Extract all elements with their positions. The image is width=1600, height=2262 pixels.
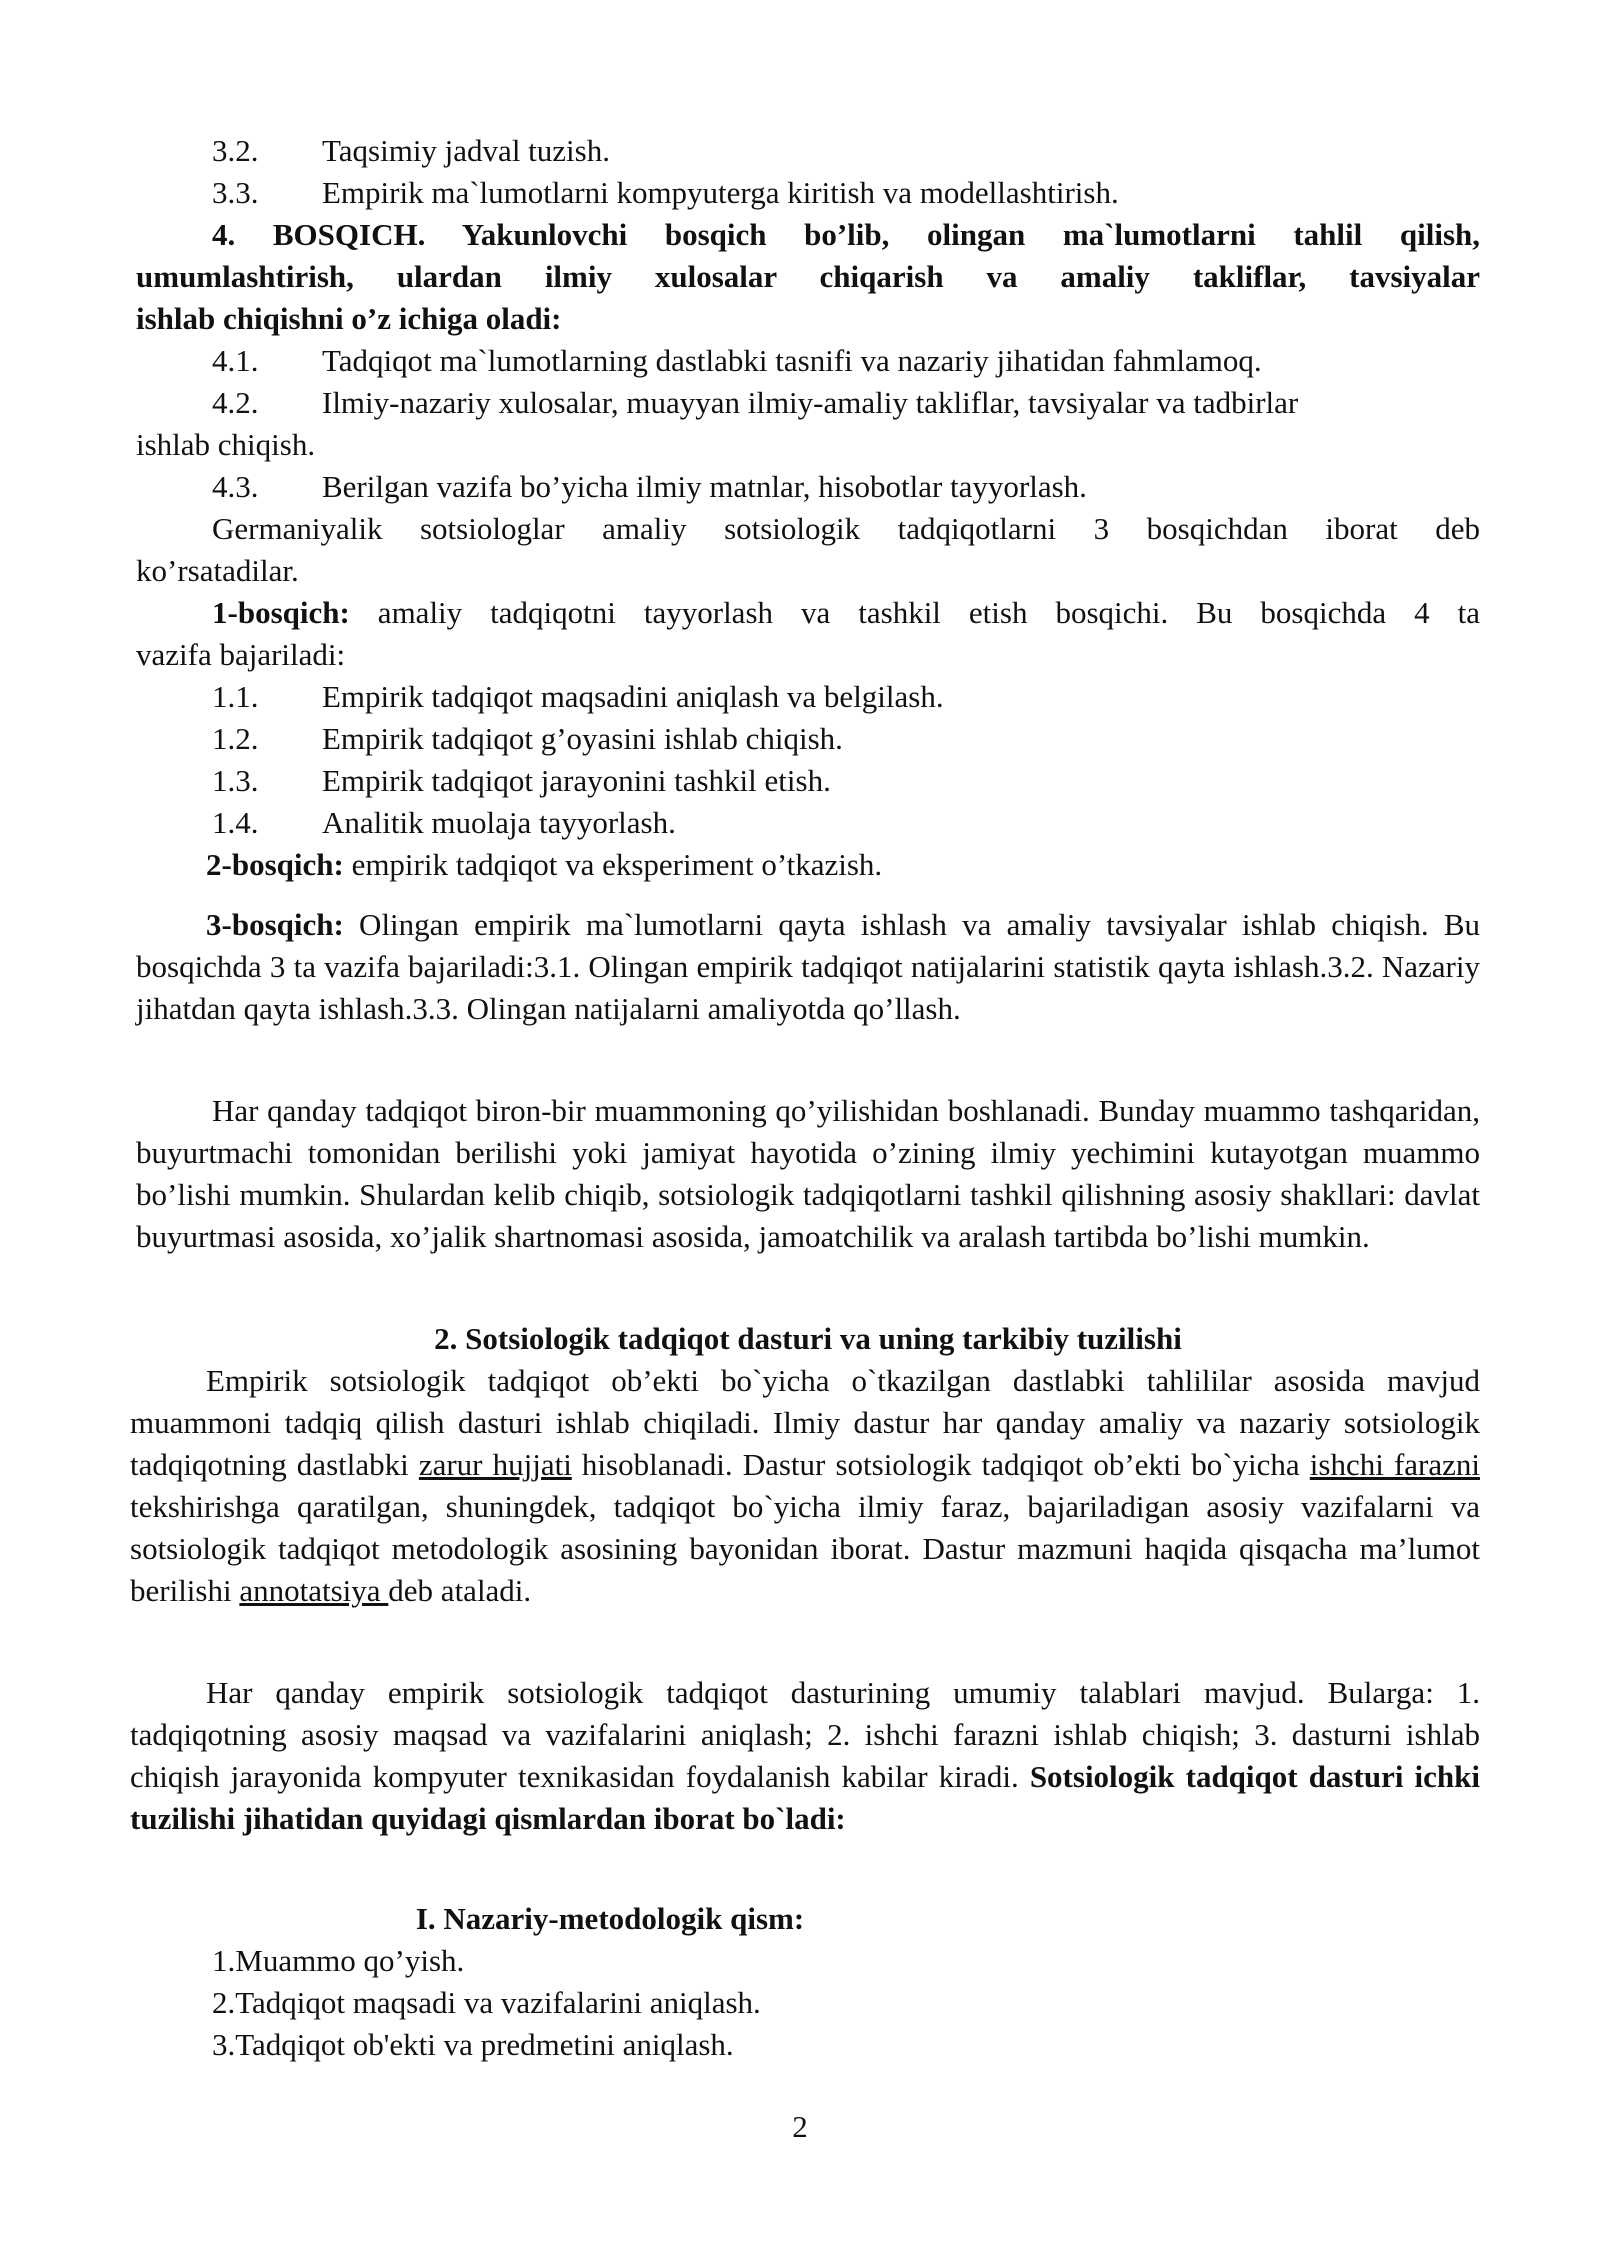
list-item (212, 802, 676, 844)
stage2-text: empirik tadqiqot va eksperiment o’tkazish. (343, 847, 883, 882)
list-item (212, 718, 843, 760)
underlined-term: zarur hujjati (418, 1447, 572, 1482)
stage3-paragraph (136, 904, 1480, 1030)
list-item (212, 760, 831, 802)
list-item-text: Analitik muolaja tayyorlash. (322, 805, 676, 840)
requirements-bold-text: Sotsiologik tadqiqot dasturi ichki tuzilishi jihatidan quyidagi qismlardan iborat bo`ladi: (130, 1759, 1480, 1836)
list-item-number: 1.3. (212, 763, 259, 798)
list-item-number: 3.3. (212, 175, 259, 210)
list-item (212, 676, 944, 718)
list-item-text: Empirik tadqiqot jarayonini tashkil etish. (322, 763, 831, 798)
list-item-number: 1.2. (212, 721, 259, 756)
program-text-3: tekshirishga qaratilgan, shuningdek, tadqiqot bo`yicha ilmiy faraz, bajariladigan asosiy vazifalarni va sotsiologik tadqiqot metodologik asosining bayonidan iborat. Dastur mazmuni haqida qisqacha ma’lumot berilishi (130, 1489, 1480, 1608)
stage4-line2: umumlashtirish, ulardan ilmiy xulosalar chiqarish va amaliy takliflar, tavsiyalar (136, 259, 1480, 294)
stage4-line3: ishlab chiqishni o’z ichiga oladi: (136, 301, 562, 336)
stage3-text: Olingan empirik ma`lumotlarni qayta ishlash va amaliy tavsiyalar ishlab chiqish. Bu bosqichda 3 ta vazifa bajariladi:3.1. Olingan empirik tadqiqot natijalarini statistik qayta ishlash.3.2. Nazariy jihatdan qayta ishlash.3.3. Olingan natijalarni amaliyotda qo’llash. (136, 907, 1480, 1026)
list-item-text: Tadqiqot ma`lumotlarning dastlabki tasnifi va nazariy jihatidan fahmlamoq. (322, 343, 1262, 378)
list-item-number: 1.4. (212, 805, 259, 840)
requirements-text: Har qanday empirik sotsiologik tadqiqot dasturining umumiy talablari mavjud. Bularga: 1. tadqiqotning asosiy maqsad va vazifalarini aniqlash; 2. ishchi farazni ishlab chiqish; 3. dasturni ishlab chiqish jarayonida kompyuter texnikasidan foydalanish kabilar kiradi. (130, 1675, 1480, 1794)
underlined-term: annotatsiya (239, 1573, 389, 1608)
stage3-label: 3-bosqich: (206, 907, 344, 942)
research-forms-paragraph: Har qanday tadqiqot biron-bir muammoning qo’yilishidan boshlanadi. Bunday muammo tashqaridan, buyurtmachi tomonidan berilishi yoki jamiyat hayotida o’zining ilmiy yechimini kutayotgan muammo bo’lishi mumkin. Shulardan kelib chiqib, sotsiologik tadqiqotlarni tashkil qilishning asosiy shakllari: davlat buyurtmasi asosida, xo’jalik shartnomasi asosida, jamoatchilik va aralash tartibda bo’lishi mumkin. (136, 1093, 1480, 1254)
list-item-text: Ilmiy-nazariy xulosalar, muayyan ilmiy-amaliy takliflar, tavsiyalar va tadbirlar (322, 385, 1299, 420)
page-number: 2 (792, 2109, 808, 2144)
list-item-text: Empirik tadqiqot maqsadini aniqlash va belgilash. (322, 679, 944, 714)
list-item-number: 4.3. (212, 469, 259, 504)
list-item-number: 1.1. (212, 679, 259, 714)
list-item-text: Berilgan vazifa bo’yicha ilmiy matnlar, hisobotlar tayyorlash. (322, 469, 1087, 504)
list-item (212, 130, 610, 172)
list-item-text: Empirik tadqiqot g’oyasini ishlab chiqish. (322, 721, 843, 756)
requirements-paragraph (130, 1672, 1480, 1840)
list-item (212, 172, 1119, 214)
german-paragraph-line1: Germaniyalik sotsiologlar amaliy sotsiologik tadqiqotlarni 3 bosqichdan iborat deb (212, 511, 1480, 546)
stage1-paragraph-line2: vazifa bajariladi: (136, 637, 346, 672)
program-paragraph (130, 1360, 1480, 1612)
list-item (212, 382, 1298, 424)
part-heading: I. Nazariy-metodologik qism: (415, 1901, 805, 1936)
list-item-text: Empirik ma`lumotlarni kompyuterga kiritish va modellashtirish. (322, 175, 1119, 210)
list-item: 1.Muammo qo’yish. (212, 1943, 465, 1978)
stage2-label: 2-bosqich: (206, 847, 344, 882)
program-text-4: deb ataladi. (388, 1573, 532, 1608)
stage1-text: amaliy tadqiqotni tayyorlash va tashkil etish bosqichi. Bu bosqichda 4 ta (349, 595, 1480, 630)
program-text-2: hisoblanadi. Dastur sotsiologik tadqiqot ob’ekti bo`yicha (571, 1447, 1310, 1482)
program-text-1: Empirik sotsiologik tadqiqot ob’ekti bo`yicha o`tkazilgan dastlabki tahlililar asosida mavjud muammoni tadqiq qilish dasturi ishlab chiqiladi. Ilmiy dastur har qanday amaliy va nazariy sotsiologik tadqiqotning dastlabki (130, 1363, 1480, 1482)
list-item (212, 466, 1087, 508)
list-item-text: Taqsimiy jadval tuzish. (322, 133, 610, 168)
list-item: 2.Tadqiqot maqsadi va vazifalarini aniqlash. (212, 1985, 761, 2020)
stage1-paragraph (136, 592, 1480, 634)
list-item-continuation: ishlab chiqish. (136, 427, 316, 462)
underlined-term: ishchi farazni (1309, 1447, 1480, 1482)
stage1-label: 1-bosqich: (212, 595, 350, 630)
stage4-line1: 4. BOSQICH. Yakunlovchi bosqich bo’lib, olingan ma`lumotlarni tahlil qilish, (212, 217, 1480, 252)
list-item (212, 340, 1262, 382)
list-item-number: 4.1. (212, 343, 259, 378)
list-item: 3.Tadqiqot ob'ekti va predmetini aniqlash. (212, 2027, 734, 2062)
stage2-paragraph (136, 844, 1480, 886)
list-item-number: 3.2. (212, 133, 259, 168)
section-heading: 2. Sotsiologik tadqiqot dasturi va uning tarkibiy tuzilishi (434, 1321, 1182, 1356)
german-paragraph-line2: ko’rsatadilar. (136, 553, 299, 588)
list-item-number: 4.2. (212, 385, 259, 420)
